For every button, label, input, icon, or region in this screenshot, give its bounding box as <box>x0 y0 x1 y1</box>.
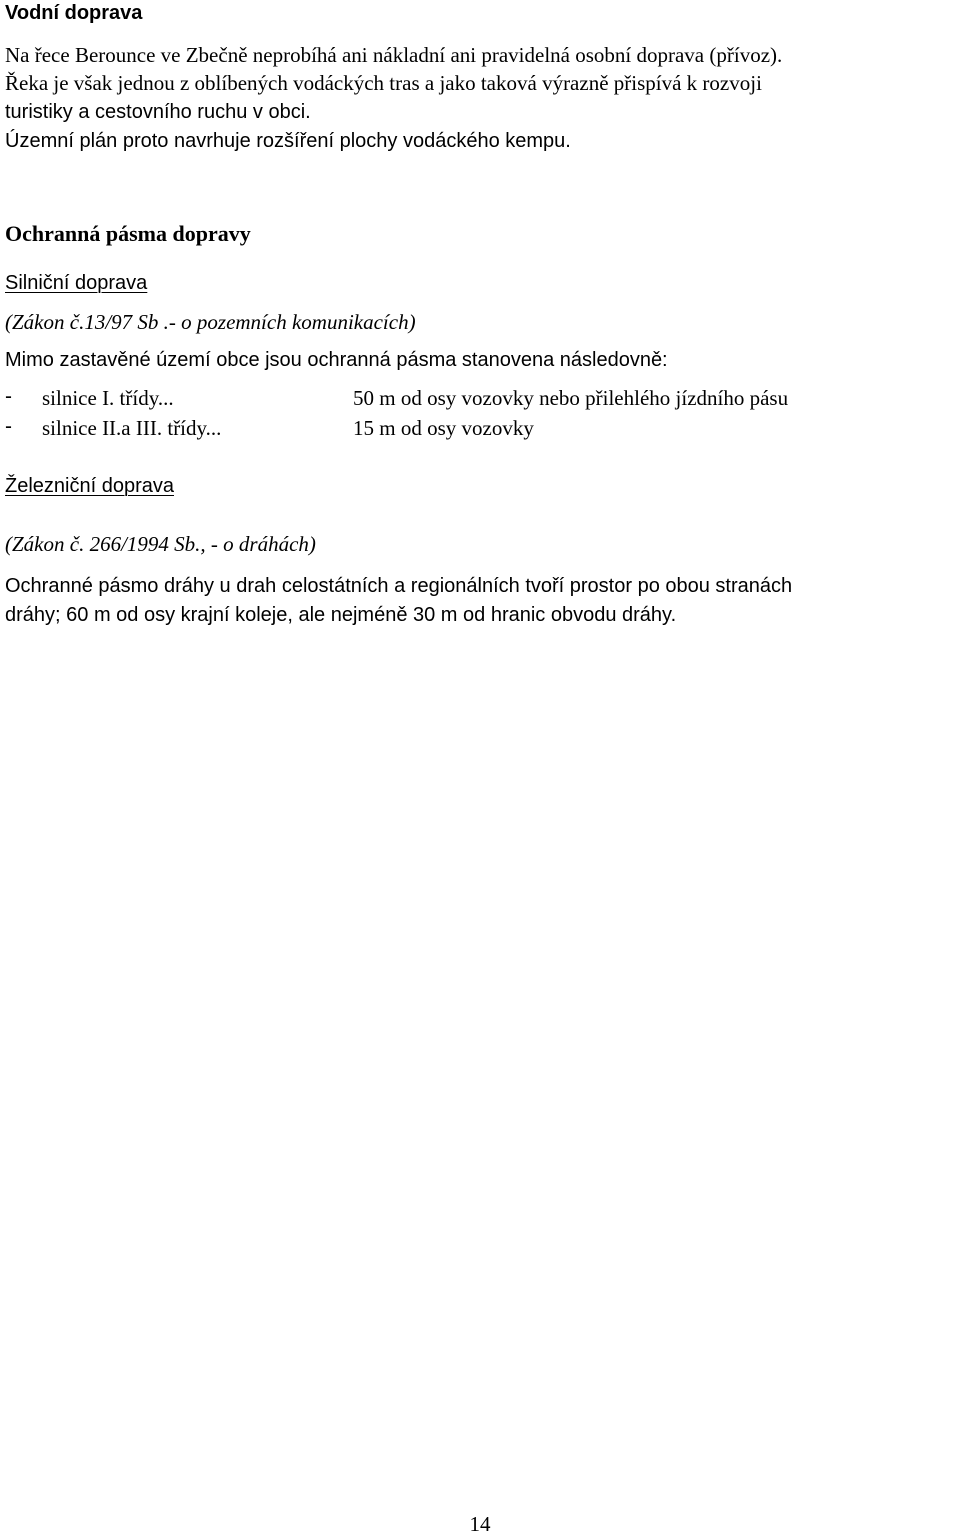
water-paragraph-line-4: Územní plán proto navrhuje rozšíření plochy vodáckého kempu. <box>5 130 571 152</box>
water-paragraph-line-1: Na řece Berounce ve Zbečně neprobíhá ani nákladní ani pravidelná osobní doprava (přívoz). <box>5 43 783 67</box>
rail-paragraph-line-1: Ochranné pásmo dráhy u drah celostátních a regionálních tvoří prostor po obou stranách <box>5 575 793 597</box>
rail-paragraph-line-2: dráhy; 60 m od osy krajní koleje, ale nejméně 30 m od hranic obvodu dráhy. <box>5 604 677 626</box>
water-transport-heading: Vodní doprava <box>5 2 143 24</box>
road-law-reference: (Zákon č.13/97 Sb .- o pozemních komunikacích) <box>5 310 416 334</box>
protection-zones-heading: Ochranná pásma dopravy <box>5 221 251 246</box>
road-zone-value: 50 m od osy vozovky nebo přilehlého jízdního pásu <box>353 386 789 410</box>
page-number: 14 <box>469 1512 491 1536</box>
list-bullet: - <box>5 415 12 438</box>
water-paragraph-line-2: Řeka je však jednou z oblíbených vodáckých tras a jako taková výrazně přispívá k rozvoji <box>5 71 762 95</box>
road-zone-value: 15 m od osy vozovky <box>353 416 534 440</box>
water-paragraph-line-3: turistiky a cestovního ruchu v obci. <box>5 101 311 123</box>
rail-transport-heading: Železniční doprava <box>5 475 174 497</box>
road-transport-heading: Silniční doprava <box>5 272 148 294</box>
road-intro-text: Mimo zastavěné území obce jsou ochranná pásma stanovena následovně: <box>5 349 668 371</box>
road-class-label: silnice II.a III. třídy... <box>42 416 222 440</box>
road-class-label: silnice I. třídy... <box>42 386 174 410</box>
rail-law-reference: (Zákon č. 266/1994 Sb., - o dráhách) <box>5 532 316 556</box>
list-bullet: - <box>5 385 12 408</box>
